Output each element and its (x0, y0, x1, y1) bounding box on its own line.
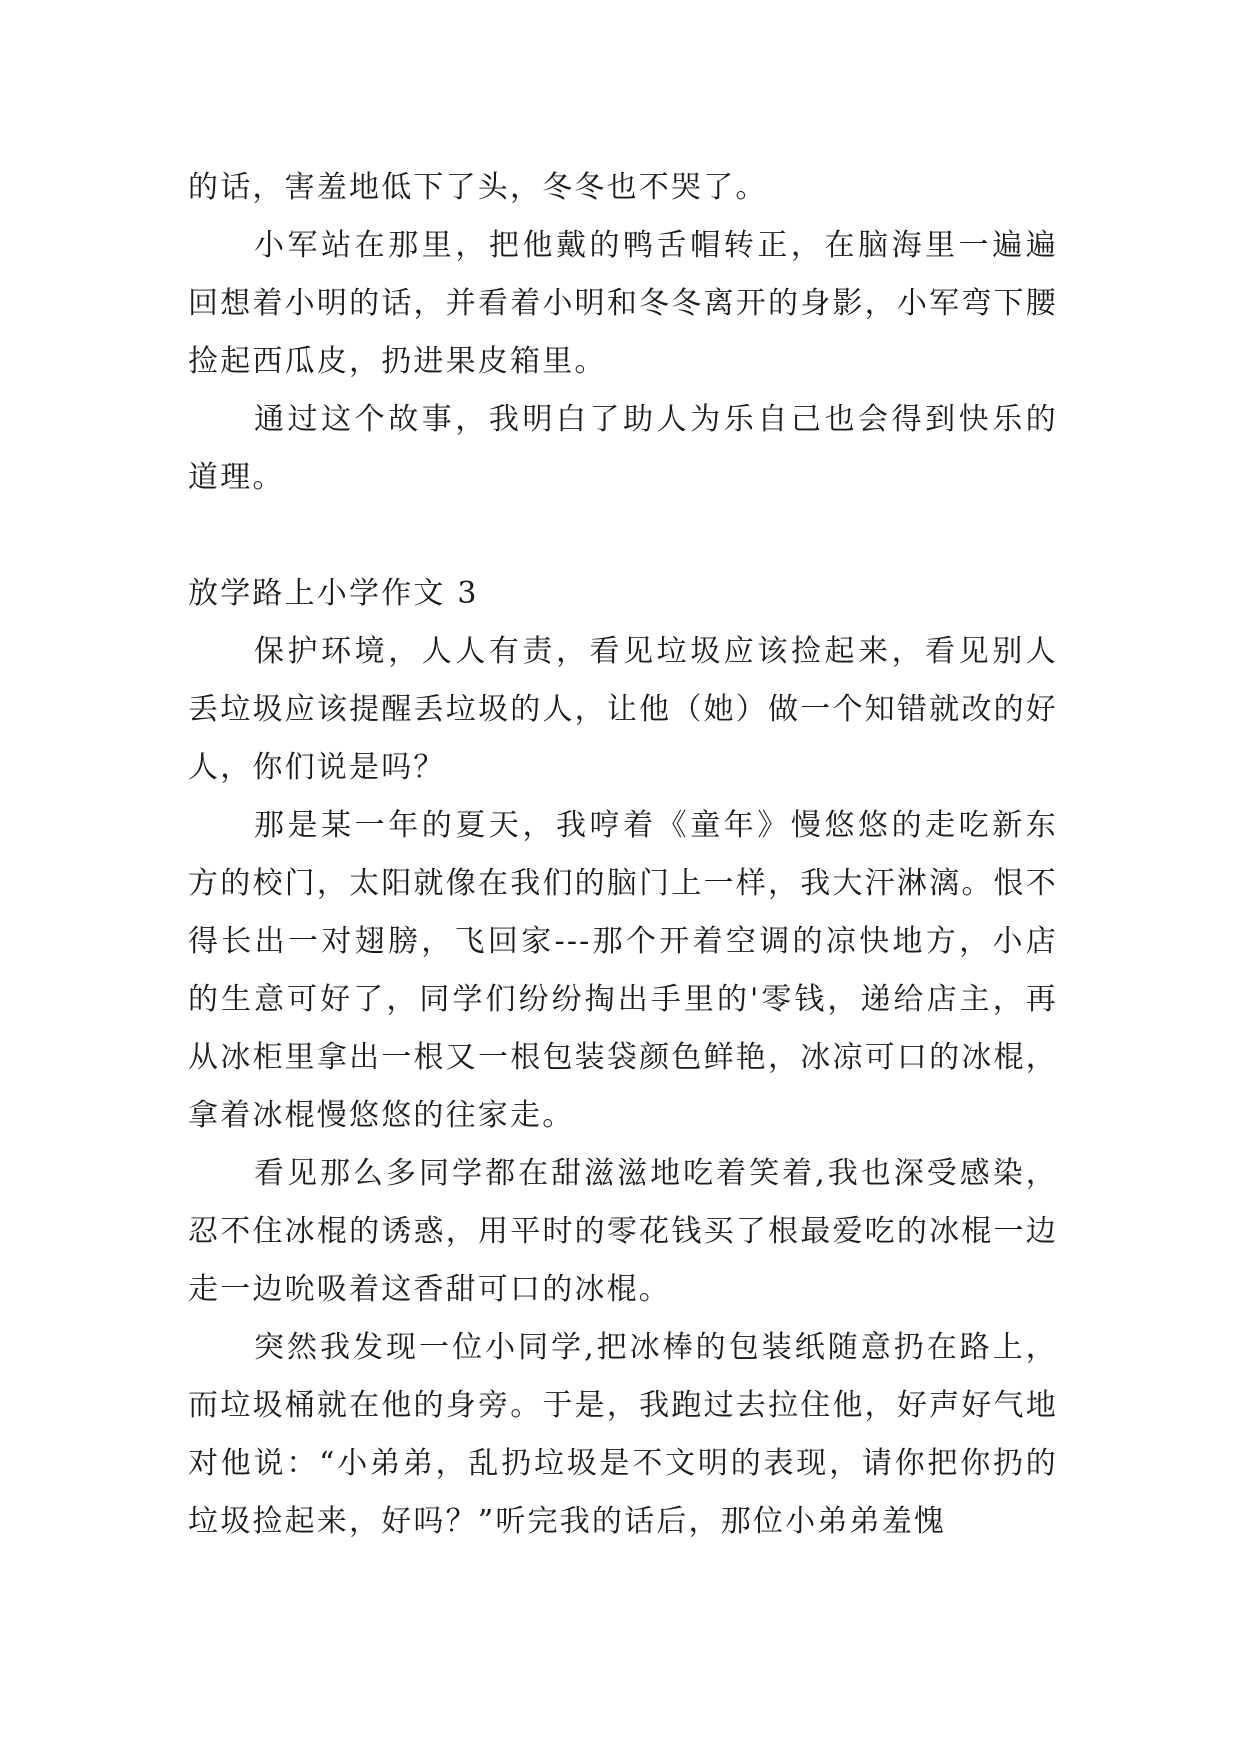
paragraph: 突然我发现一位小同学,把冰棒的包装纸随意扔在路上，而垃圾桶就在他的身旁。于是，我跑过去拉住他，好声好气地对他说：“小弟弟，乱扔垃圾是不文明的表现，请你把你扔的垃圾捡起来，好吗？”听完我的话后，那位小弟弟羞愧 (188, 1330, 1058, 1539)
document-body (188, 159, 1058, 1551)
section-title: 放学路上小学作文 3 (188, 576, 479, 611)
paragraph: 小军站在那里，把他戴的鸭舌帽转正，在脑海里一遍遍回想着小明的话，并看着小明和冬冬离开的身影，小军弯下腰捡起西瓜皮，扔进果皮箱里。 (188, 228, 1058, 379)
paragraph: 看见那么多同学都在甜滋滋地吃着笑着,我也深受感染，忍不住冰棍的诱惑，用平时的零花钱买了根最爱吃的冰棍一边走一边吮吸着这香甜可口的冰棍。 (188, 1156, 1058, 1307)
paragraph: 通过这个故事，我明白了助人为乐自己也会得到快乐的道理。 (188, 402, 1058, 495)
paragraph-continuation: 的话，害羞地低下了头，冬冬也不哭了。 (188, 170, 768, 205)
paragraph: 那是某一年的夏天，我哼着《童年》慢悠悠的走吃新东方的校门，太阳就像在我们的脑门上一样，我大汗淋漓。恨不得长出一对翅膀，飞回家---那个开着空调的凉快地方，小店的生意可好了，同学们纷纷掏出手里的'零钱，递给店主，再从冰柜里拿出一根又一根包装袋颜色鲜艳，冰凉可口的冰棍，拿着冰棍慢悠悠的往家走。 (188, 808, 1058, 1133)
section-spacer (188, 507, 1058, 565)
paragraph: 保护环境，人人有责，看见垃圾应该捡起来，看见别人丢垃圾应该提醒丢垃圾的人，让他（她）做一个知错就改的好人，你们说是吗？ (188, 634, 1058, 785)
